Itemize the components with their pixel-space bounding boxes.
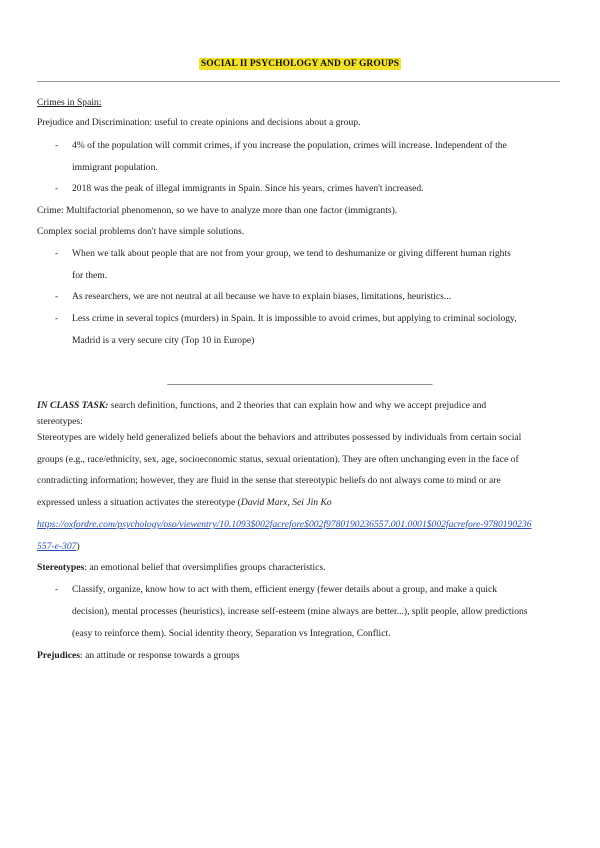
citation-authors: David Marx, Sei Jin Ko xyxy=(240,497,332,508)
prejudices-label: Prejudices xyxy=(37,650,80,661)
bullet-mark: - xyxy=(55,313,59,324)
title-divider xyxy=(37,81,560,82)
title-container xyxy=(0,53,600,71)
section-separator: —————————————————————————— xyxy=(167,379,433,390)
task-label: IN CLASS TASK: xyxy=(37,400,109,411)
stereotype-paragraph-line: groups (e.g., race/ethnicity, sex, age, socioeconomic status, sexual orientation). They are often unchanging even in the face of xyxy=(37,454,519,465)
section-heading: Crimes in Spain: xyxy=(37,97,102,108)
reference-link-line xyxy=(37,519,532,531)
bullet-text-cont: Madrid is a very secure city (Top 10 in Europe) xyxy=(72,335,255,346)
bullet-text-cont: (easy to reinforce them). Social identity theory, Separation vs Integration, Conflict. xyxy=(72,628,391,639)
prejudices-definition xyxy=(37,650,240,662)
bullet-mark: - xyxy=(55,291,59,302)
reference-link[interactable]: https://oxfordre.com/psychology/oso/viewentry/10.1093$002facrefore$002f9780190236557.001.0001$002facrefore-9780190236 xyxy=(37,519,532,530)
bullet-text-cont: for them. xyxy=(72,270,108,281)
bullet-text-cont: decision), mental processes (heuristics), increase self-esteem (mine always are better...), split people, allow predictions xyxy=(72,606,528,617)
task-text: search definition, functions, and 2 theories that can explain how and why we accept prejudice and xyxy=(108,400,487,411)
bullet-text: Less crime in several topics (murders) in Spain. It is impossible to avoid crimes, but applying to criminal sociology, xyxy=(72,313,517,324)
stereotypes-def: : an emotional belief that oversimplifies groups characteristics. xyxy=(84,562,326,573)
reference-link-line-2 xyxy=(37,541,80,553)
stereotypes-label: Stereotypes xyxy=(37,562,85,573)
stereotype-paragraph-line: Stereotypes are widely held generalized beliefs about the behaviors and attributes possessed by individuals from certain social xyxy=(37,432,522,443)
stereotype-paragraph-line: contradicting information; however, they are fluid in the sense that stereotypic beliefs do not always come to mind or are xyxy=(37,475,501,486)
bullet-mark: - xyxy=(55,183,59,194)
bullet-text: 4% of the population will commit crimes, if you increase the population, crimes will increase. Independent of the xyxy=(72,140,507,151)
citation-close: ) xyxy=(76,541,80,552)
bullet-mark: - xyxy=(55,248,59,259)
prejudices-def: : an attitude or response towards a groups xyxy=(80,650,240,661)
bullet-text-cont: immigrant population. xyxy=(72,162,158,173)
stereotypes-definition xyxy=(37,562,326,574)
bullet-mark: - xyxy=(55,140,59,151)
paragraph-complex: Complex social problems don't have simple solutions. xyxy=(37,226,245,237)
paragraph-crime: Crime: Multifactorial phenomenon, so we have to analyze more than one factor (immigrants). xyxy=(37,205,398,216)
bullet-mark: - xyxy=(55,584,59,595)
task-line xyxy=(37,400,486,412)
task-text-cont: stereotypes: xyxy=(37,416,83,427)
paragraph-prejudice: Prejudice and Discrimination: useful to create opinions and decisions about a group. xyxy=(37,117,361,128)
reference-link-cont[interactable]: 557-e-307 xyxy=(37,541,77,552)
stereotype-paragraph-last xyxy=(37,497,332,509)
bullet-text: 2018 was the peak of illegal immigrants in Spain. Since his years, crimes haven't increased. xyxy=(72,183,424,194)
stereotype-paragraph-text: expressed unless a situation activates the stereotype ( xyxy=(37,497,241,508)
bullet-text: As researchers, we are not neutral at all because we have to explain biases, limitations, heuristics... xyxy=(72,291,452,302)
bullet-text: When we talk about people that are not from your group, we tend to deshumanize or giving different human rights xyxy=(72,248,511,259)
bullet-text: Classify, organize, know how to act with them, efficient energy (fewer details about a group, and make a quick xyxy=(72,584,498,595)
document-title: SOCIAL II PSYCHOLOGY AND OF GROUPS xyxy=(200,59,400,69)
